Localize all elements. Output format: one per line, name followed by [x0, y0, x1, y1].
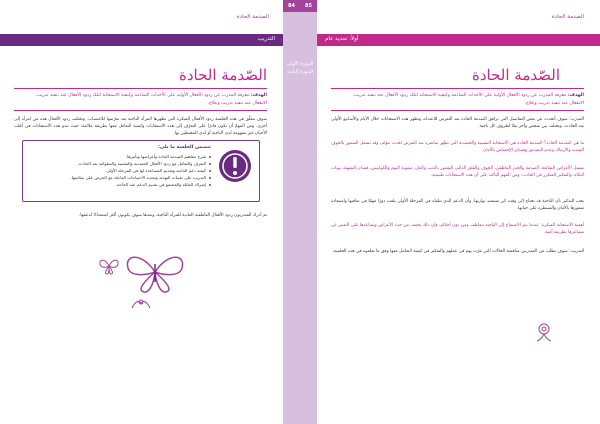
- box-list-item: إشراك العائلة والمجتمع في تقديم الدعم عند الحاجة.: [27, 181, 211, 188]
- goal-text-line2: الانفعال عند تنفيذ تدريب وعلاج.: [524, 101, 584, 106]
- flower-icon: [130, 296, 152, 310]
- box-list: [27, 153, 211, 188]
- goal-divider: [331, 110, 584, 111]
- section-bar: [0, 34, 283, 46]
- page-title: الصّدمة الحادة: [179, 66, 267, 84]
- page-number-left: 84: [288, 3, 295, 9]
- page-number-right: 85: [305, 3, 312, 9]
- paragraph-5: أهمية الاستجابة المبكرة: عندما يتم الاستماع إلى الناجية بتعاطف ومن دون أحكام، فإن ذلك يخفف من حدة الأعراض ويساعدها على التعبير عن مشاعرها بطريقة آمنة.: [331, 223, 584, 236]
- spine-tab: [286, 60, 314, 116]
- page-title: الصّدمة الحادة: [472, 66, 560, 84]
- left-page: [0, 0, 283, 424]
- goal-label: الهدف:: [250, 93, 267, 98]
- intro-paragraph: سوف تتعلّق في هذه الجلسة ردود الأفعال المبكرة التي تظهرها المرأة الناجية بعد تعرّضها للاعتصاب. وتختلف ردود الأفعال هذه من امرأة إلى أخرى. ومن المهمّ أن تكون قادرًا على التعرّف إلى هذه الاستجابات وكيفية التعامل معها بطريقة ملائمة، حيث تبدو هذه الاستجابات في أغلب الأحيان غير مفهومة لدى الناجية أو لدى المحيطين بها.: [14, 117, 267, 137]
- title-divider: [14, 88, 267, 89]
- section-bar-label: التدريب: [257, 36, 275, 42]
- book-spine: [283, 0, 317, 424]
- exclamation-icon: [217, 148, 253, 184]
- section-bar-label: أولاً: تحديد عام: [325, 36, 359, 42]
- spine-tab-left: الدورة الأولى: [286, 61, 314, 67]
- page-header-text: الصدمة الحادة: [551, 14, 584, 20]
- goal-block: [14, 92, 267, 108]
- small-butterfly-icon: [98, 256, 120, 276]
- paragraph-3: تشمل الأعراض الشائعة: الصدمة والخدر العاطفي، الخوف والقلق الدائم، الشعور بالذنب والعار، صعوبة النوم والكوابيس، فقدان الشهية، نوبات البكاء، والتفكير المتكرر في الحادث. ومن المهم التأكيد على أن هذه الاستجابات طبيعية.: [331, 166, 584, 179]
- box-title: تتضمن الجلسة ما يلي:: [158, 145, 211, 150]
- butterfly-icon: [120, 250, 190, 295]
- title-divider: [331, 88, 584, 89]
- paragraph-4: يجب التذكير بأن الناجية قد تحتاج إلى وقت كي تستعيد توازنها، وأن الدعم الذي تتلقاه في المرحلة الأولى يلعب دورًا مهمًا في تعافيها واستعادة شعورها بالأمان والسيطرة على حياتها.: [331, 199, 584, 212]
- goal-divider: [14, 110, 267, 111]
- goal-label: الهدف:: [567, 93, 584, 98]
- goal-text-line2: الانفعال عند تنفيذ تدريب وعلاج.: [207, 101, 267, 106]
- box-list-item: كيفية دعم الناجية وتقديم المساعدة لها في المرحلة الأولى.: [27, 167, 211, 174]
- closing-paragraph: ثم أدرك المتدربون ردود الأفعال العاطفية العادية للمرأة الناجية، وبعدها سوف يكونون أكثر استعدادًا لدعمها.: [78, 213, 267, 218]
- session-contents-box: [22, 140, 260, 202]
- box-list-item: شرح مفاهيم الصدمة الحادة وأعراضها وتأثيرها.: [27, 153, 211, 160]
- paragraph-2: ما هي الصدمة الحادة؟ الصدمة الحادة هي الاستجابة النفسية والجسدية التي تظهر مباشرة بعد التعرض لحدث مؤلم، وقد تشمل الشعور بالخوف الشديد والارتباك وعدم التصديق وفقدان الإحساس بالأمان.: [331, 141, 584, 154]
- box-list-item: التعرف والتعامل مع ردود الأفعال الجسدية والنفسية والسلوكية بعد الحادث.: [27, 160, 211, 167]
- spine-tab-right: الدورة الثانية: [286, 69, 314, 75]
- page-header-text: الصدمة الحادة: [236, 14, 269, 20]
- goal-text: معرفة المدرب عن ردود الأفعال الأولية على الأحداث الصادمة وكيفية الاستجابة لتلك ردود الأفعال عند تنفيذ تدريب.: [35, 93, 250, 98]
- right-page: [317, 0, 600, 424]
- goal-block: [331, 92, 584, 108]
- small-flower-icon: [531, 320, 557, 342]
- paragraph-6: التدريب: سوف تطلب من المتدربين مناقشة الحالات التي مرّت بهم في عملهم والتفكير في كيفية التعامل معها وفق ما تعلموه في هذه الجلسة.: [332, 249, 584, 254]
- goal-text: معرفة المدرب عن ردود الأفعال الأولية على الأحداث الصادمة وكيفية الاستجابة لتلك ردود الأفعال عند تنفيذ تدريب.: [352, 93, 567, 98]
- section-bar: [317, 34, 600, 46]
- paragraph-1: المدرب: سوف أتحدث عن بعض التفاصيل التي ترافق الصدمة الحادة بعد التعرض للاعتداء، وتظهر هذه الاستجابات خلال الأيام والأسابيع الأولى بعد الحادث، وتختلف بين شخص وآخر تبعًا لظروف كل ناجية.: [331, 117, 584, 130]
- box-list-item: التدريب على تقنيات التهدئة وتحديد الاحتياجات العاجلة مع الحرص على سلامتها.: [27, 174, 211, 181]
